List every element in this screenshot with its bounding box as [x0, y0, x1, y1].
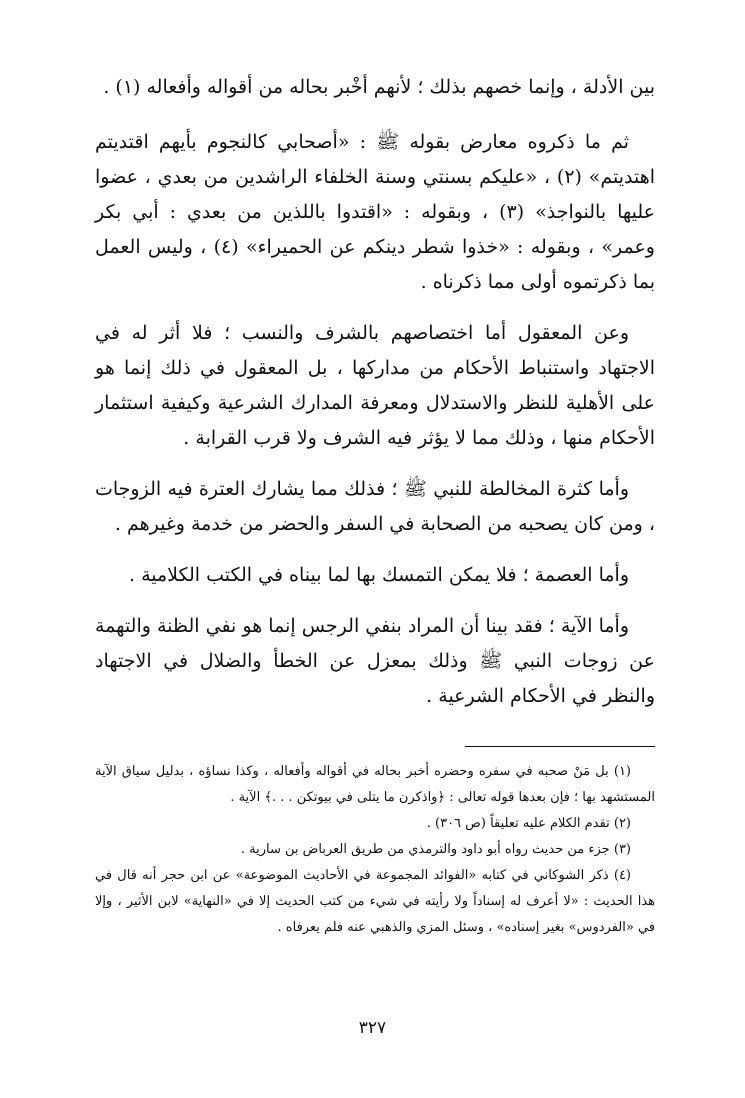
footnotes [95, 759, 655, 941]
footnote-2: (٢) تقدم الكلام عليه تعليقاً (ص ٣٠٦) . [426, 816, 631, 831]
footnote-4: (٤) ذكر الشوكاني في كتابه «الفوائد المجموعة في الأحاديث الموضوعة» عن ابن حجر أنه قال في هذا الحديث : «لا أعرف له إسناداً ولا رأيته في شيء من كتب الحديث إلا في «النهاية» لابن الأثير ، وإلا في «الفردوس» بغير إسناده» ، وسئل المزي والذهبي عنه فلم يعرفاه . [95, 868, 655, 935]
paragraph-1: بين الأدلة ، وإنما خصهم بذلك ؛ لأنهم أخْبر بحاله من أقواله وأفعاله (١) . [103, 76, 655, 98]
footnote-3: (٣) جزء من حديث رواه أبو داود والترمذي من طريق العرباض بن سارية . [240, 842, 631, 857]
paragraph-3: وعن المعقول أما اختصاصهم بالشرف والنسب ؛ فلا أثر له في الاجتهاد واستنباط الأحكام من مداركها ، بل المعقول في ذلك إنما هو على الأهلية للنظر والاستدلال ومعرفة المدارك الشرعية وكيفية استثمار الأحكام منها ، وذلك مما لا يؤثر فيه الشرف ولا قرب القرابة . [95, 322, 655, 449]
footnote-1: (١) بل مَنْ صحبه في سفره وحضره أخبر بحاله في أقواله وأفعاله ، وكذا نساؤه ، بدليل سياق الآية المستشهد بها ؛ فإن بعدها قوله تعالى : ﴿واذكرن ما يتلى في بيوتكن . . .﴾ الآية . [95, 764, 655, 805]
main-text [95, 70, 655, 714]
paragraph-5: وأما العصمة ؛ فلا يمكن التمسك بها لما بيناه في الكتب الكلامية . [128, 564, 629, 586]
page-number: ٣٢٧ [358, 1018, 387, 1038]
footnote-separator [465, 746, 655, 747]
paragraph-6: وأما الآية ؛ فقد بينا أن المراد بنفي الرجس إنما هو نفي الظنة والتهمة عن زوجات النبي ﷺ وذلك بمعزل عن الخطأ والضلال في الاجتهاد والنظر في الأحكام الشرعية . [95, 615, 655, 707]
paragraph-4: وأما كثرة المخالطة للنبي ﷺ ؛ فذلك مما يشارك العترة فيه الزوجات ، ومن كان يصحبه من الصحابة في السفر والحضر من خدمة وغيرهم . [95, 478, 655, 535]
paragraph-2: ثم ما ذكروه معارض بقوله ﷺ : «أصحابي كالنجوم بأيهم اقتديتم اهتديتم» (٢) ، «عليكم بسنتي وسنة الخلفاء الراشدين من بعدي ، عضوا عليها بالنواجذ» (٣) ، وبقوله : «اقتدوا باللذين من بعدي : أبي بكر وعمر» ، وبقوله : «خذوا شطر دينكم عن الحميراء» (٤) ، وليس العمل بما ذكرتموه أولى مما ذكرناه . [95, 131, 656, 293]
